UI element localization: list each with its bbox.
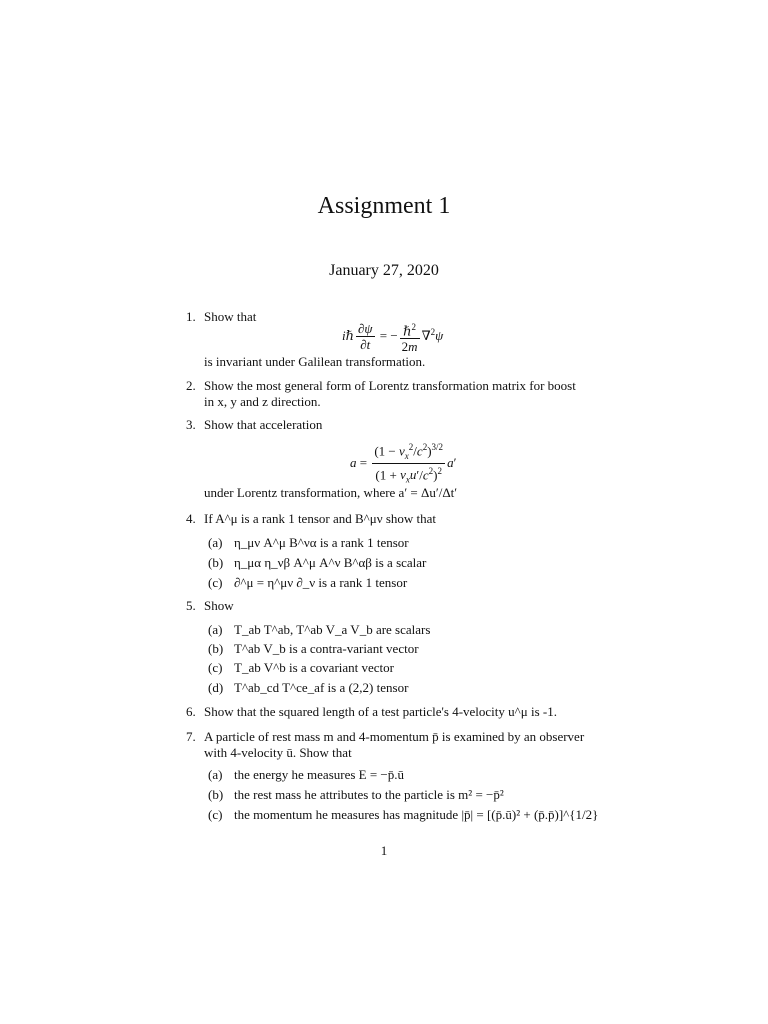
- item-text: the momentum he measures has magnitude |p̄| = [(p̄.ū)² + (p̄.p̄)]^{1/2}: [234, 807, 599, 822]
- problem-1-after: [186, 354, 626, 370]
- item-text: T^ab_cd T^ce_af is a (2,2) tensor: [234, 680, 409, 695]
- item-text: T^ab V_b is a contra-variant vector: [234, 641, 419, 656]
- item-text: T_ab V^b is a covariant vector: [234, 660, 394, 675]
- item-text: ∂^μ = η^μν ∂_ν is a rank 1 tensor: [234, 575, 408, 590]
- problem-number: 1.: [186, 309, 196, 324]
- page-number: 1: [380, 843, 388, 858]
- problem-6: [186, 704, 626, 720]
- problem-text: Show: [204, 598, 234, 613]
- list-item: [208, 641, 419, 657]
- item-label: (a): [208, 767, 223, 782]
- list-item: [208, 767, 404, 783]
- problem-number: 4.: [186, 511, 196, 526]
- list-item: [208, 575, 407, 591]
- problem-text-line2: with 4-velocity ū. Show that: [204, 745, 352, 760]
- problem-3-after: [186, 485, 626, 501]
- item-label: (c): [208, 660, 223, 675]
- item-text: T_ab T^ab, T^ab V_a V_b are scalars: [234, 622, 431, 637]
- item-label: (c): [208, 807, 223, 822]
- list-item: [208, 787, 504, 803]
- list-item: [208, 680, 408, 696]
- item-label: (b): [208, 787, 224, 802]
- list-item: [208, 660, 394, 676]
- item-text: η_μν A^μ B^να is a rank 1 tensor: [234, 535, 409, 550]
- item-label: (b): [208, 555, 224, 570]
- problem-5: [186, 598, 626, 614]
- problem-text: Show that the squared length of a test particle's 4-velocity u^μ is -1.: [204, 704, 557, 719]
- problem-number: 7.: [186, 729, 196, 744]
- item-text: η_μα η_νβ A^μ A^ν B^αβ is a scalar: [234, 555, 427, 570]
- document-page: Assignment 1 January 27, 2020 1. Show that iℏ $\frac{\partial\psi}{\partial t}$ = − $\frac{\hbar^2}{2m}$ ∇$^2$ψ is invariant under Galilean transformation. 2. Show the most general form of Lorentz transformation matrix for boost in x, y and z direction. 3. Show that acceleration a = $\frac{(1 - v_x^2/c^2)^{3/2}}{(1 + v_xu'/c^2)^2}$ a′ under Lorentz transformation, where a′ = Δu′/Δt′ 4. If A^μ is a rank 1 tensor and B^μν show that (a) η_μν A^μ B^να is a rank 1 tensor (b) η_μα η_νβ A^μ A^ν B^αβ is a scalar (c) ∂^μ = η^μν ∂_ν is a rank 1 tensor 5. Show (a) T_ab T^ab, T^ab V_a V_b are scalars (b) T^ab V_b is a contra-variant vector (c) T_ab V^b is a covariant vector (d) T^ab_cd T^ce_af is a (2,2) tensor 6. Show that the squared length of a test particle's 4-velocity u^μ is -1. 7. A particle of rest mass m and 4-momentum p̄ is examined by an observer with 4-velocity ū. Show that (a) the energy he measures E = −p̄.ū (b) the rest mass he attributes to the particle is m² = −p̄² (c) the momentum he measures has magnitude |p̄| = [(p̄.ū)² + (p̄.p̄)]^{1/2} 1: [0, 0, 768, 1024]
- item-label: (d): [208, 680, 224, 695]
- document-date: January 27, 2020: [329, 262, 439, 279]
- problem-text: is invariant under Galilean transformation.: [204, 354, 426, 369]
- problem-text: If A^μ is a rank 1 tensor and B^μν show that: [204, 511, 437, 526]
- item-label: (b): [208, 641, 224, 656]
- list-item: [208, 535, 409, 551]
- problem-text: under Lorentz transformation, where a′ = Δu′/Δt′: [204, 485, 458, 500]
- problem-text: Show that acceleration: [204, 417, 323, 432]
- item-text: the energy he measures E = −p̄.ū: [234, 767, 405, 782]
- problem-text-line1: Show the most general form of Lorentz transformation matrix for boost: [204, 378, 576, 393]
- problem-text-line2: in x, y and z direction.: [204, 394, 321, 409]
- problem-4: [186, 511, 626, 527]
- item-label: (a): [208, 535, 223, 550]
- list-item: [208, 622, 430, 638]
- item-label: (c): [208, 575, 223, 590]
- list-item: [208, 807, 598, 823]
- problem-number: 3.: [186, 417, 196, 432]
- item-label: (a): [208, 622, 223, 637]
- problem-text: Show that: [204, 309, 257, 324]
- problem-3: [186, 417, 626, 433]
- problem-number: 6.: [186, 704, 196, 719]
- problem-7: [186, 729, 626, 761]
- problem-number: 5.: [186, 598, 196, 613]
- list-item: [208, 555, 426, 571]
- problem-text-line1: A particle of rest mass m and 4-momentum p̄ is examined by an observer: [204, 729, 585, 744]
- item-text: the rest mass he attributes to the particle is m² = −p̄²: [234, 787, 504, 802]
- problem-2: [186, 378, 626, 410]
- problem-number: 2.: [186, 378, 196, 393]
- document-title: Assignment 1: [317, 193, 451, 219]
